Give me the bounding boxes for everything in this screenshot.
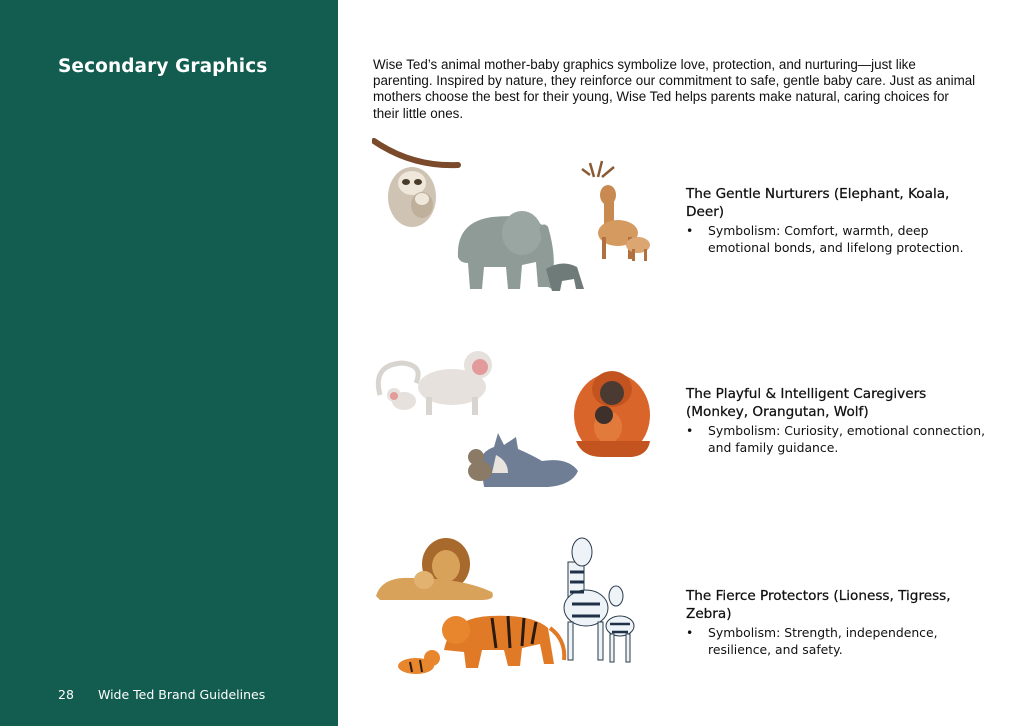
zebra-illustration — [564, 538, 634, 662]
section-bullet: • Symbolism: Curiosity, emotional connection, and family guidance. — [686, 423, 986, 455]
bullet-text: Symbolism: Comfort, warmth, deep emotional bonds, and lifelong protection. — [708, 223, 964, 255]
elephant-illustration — [458, 211, 584, 291]
monkey-illustration — [378, 351, 492, 415]
wolf-illustration — [468, 433, 578, 487]
section-bullet: • Symbolism: Strength, independence, resilience, and safety. — [686, 625, 938, 657]
deer-illustration — [582, 161, 650, 261]
section-heading: The Gentle Nurturers (Elephant, Koala, Deer) — [686, 186, 950, 220]
section-playful-caregivers — [686, 386, 986, 456]
gentle-nurturers-illustration — [372, 137, 662, 297]
page-number: 28 — [58, 687, 74, 702]
sloth-illustration — [374, 141, 458, 227]
lion-illustration — [376, 538, 493, 600]
section-heading: The Playful & Intelligent Caregivers (Monkey, Orangutan, Wolf) — [686, 386, 927, 420]
orangutan-illustration — [574, 371, 650, 457]
fierce-protectors-illustration — [372, 532, 662, 682]
bullet-text: Symbolism: Curiosity, emotional connection, and family guidance. — [708, 423, 986, 455]
section-gentle-nurturers — [686, 186, 986, 256]
bullet-text: Symbolism: Strength, independence, resilience, and safety. — [708, 625, 938, 657]
tiger-illustration — [398, 616, 564, 674]
page-footer — [58, 687, 265, 702]
sidebar-title: Secondary Graphics — [58, 56, 268, 77]
footer-label: Wide Ted Brand Guidelines — [98, 687, 266, 702]
playful-caregivers-illustration — [372, 345, 662, 495]
sidebar-panel — [0, 0, 338, 726]
section-bullet: • Symbolism: Comfort, warmth, deep emotional bonds, and lifelong protection. — [686, 223, 964, 255]
section-heading: The Fierce Protectors (Lioness, Tigress, Zebra) — [686, 588, 951, 622]
section-fierce-protectors — [686, 588, 986, 658]
intro-paragraph: Wise Ted’s animal mother-baby graphics symbolize love, protection, and nurturing—just like parenting. Inspired by nature, they reinforce our commitment to safe, gentle baby care. Just as animal mothers choose the best for their young, Wise Ted helps parents make natural, caring choices for their little ones. — [373, 57, 976, 121]
